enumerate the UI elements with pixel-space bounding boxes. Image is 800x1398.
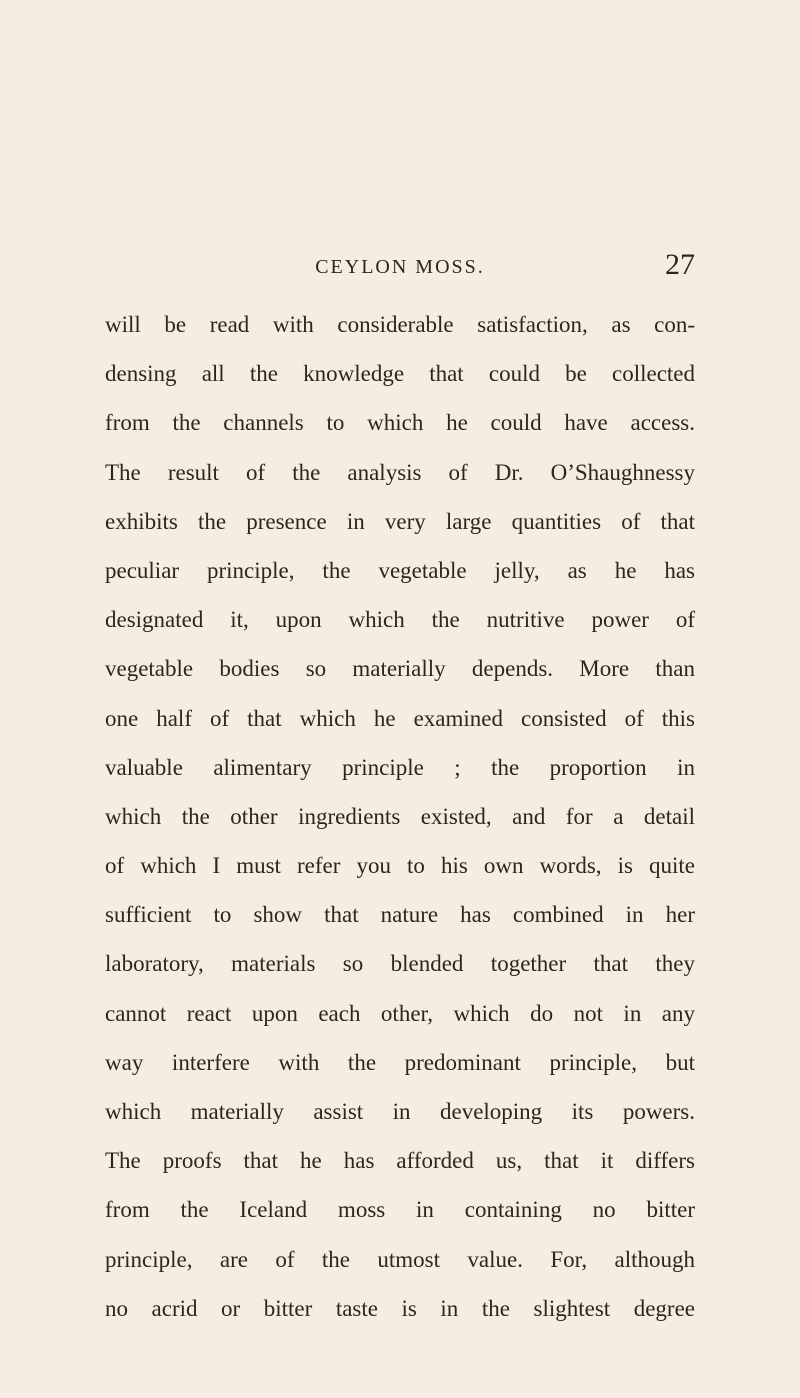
- text-line: densing all the knowledge that could be collected: [105, 361, 695, 387]
- text-line: sufficient to show that nature has combined in her: [105, 902, 695, 928]
- page-number: 27: [665, 248, 695, 281]
- text-line: vegetable bodies so materially depends. More than: [105, 656, 695, 682]
- running-title: CEYLON MOSS.: [315, 256, 485, 278]
- running-head: [105, 248, 695, 288]
- text-line: from the Iceland moss in containing no bitter: [105, 1197, 695, 1223]
- text-line: cannot react upon each other, which do not in any: [105, 1000, 695, 1026]
- text-line: peculiar principle, the vegetable jelly, as he has: [105, 557, 695, 583]
- text-line: which the other ingredients existed, and for a detail: [105, 803, 695, 829]
- text-line: valuable alimentary principle ; the proportion in: [105, 754, 695, 780]
- body-text: [105, 300, 695, 1333]
- text-line: designated it, upon which the nutritive power of: [105, 607, 695, 633]
- text-line: from the channels to which he could have access.: [105, 410, 695, 436]
- text-line: which materially assist in developing its powers.: [105, 1099, 695, 1124]
- text-line: principle, are of the utmost value. For, although: [105, 1246, 695, 1272]
- text-line: no acrid or bitter taste is in the slightest degree: [105, 1295, 695, 1321]
- text-line: exhibits the presence in very large quantities of that: [105, 508, 695, 534]
- text-line: The result of the analysis of Dr. O’Shaughnessy: [105, 459, 695, 485]
- text-line: of which I must refer you to his own words, is quite: [105, 853, 695, 879]
- text-line: laboratory, materials so blended together that they: [105, 951, 695, 977]
- text-line: will be read with considerable satisfaction, as con-: [105, 312, 695, 337]
- text-line: way interfere with the predominant principle, but: [105, 1049, 695, 1075]
- text-line: The proofs that he has afforded us, that it differs: [105, 1148, 695, 1174]
- text-line: one half of that which he examined consisted of this: [105, 705, 695, 731]
